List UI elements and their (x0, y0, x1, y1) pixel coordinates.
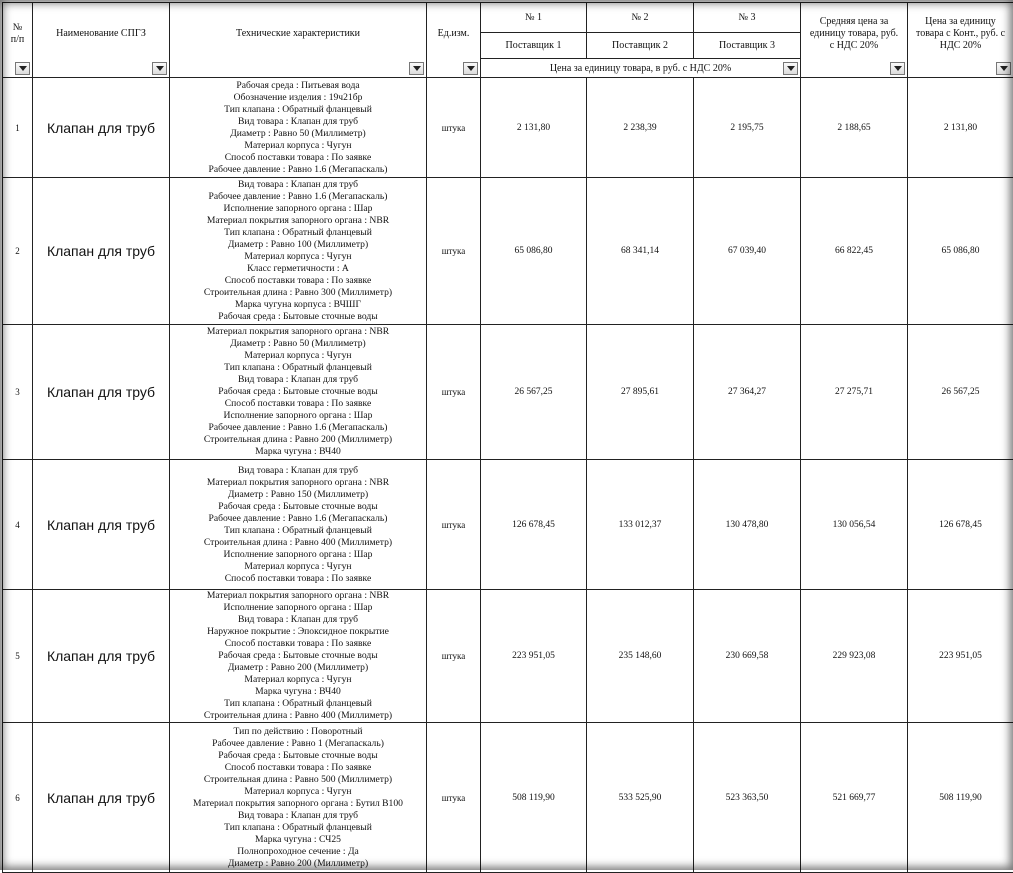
row-name: Клапан для труб (33, 460, 170, 590)
table-row (3, 460, 1013, 590)
spec-line: Тип клапана : Обратный фланцевый (170, 227, 426, 239)
row-name: Клапан для труб (33, 78, 170, 178)
spec-line: Исполнение запорного органа : Шар (170, 549, 426, 561)
spec-line: Материал корпуса : Чугун (170, 674, 426, 686)
spec-line: Тип клапана : Обратный фланцевый (170, 525, 426, 537)
spec-line: Марка чугуна : ВЧ40 (170, 446, 426, 458)
spec-line: Материал корпуса : Чугун (170, 251, 426, 263)
row-num: 1 (3, 78, 33, 178)
spec-line: Материал корпуса : Чугун (170, 561, 426, 573)
spec-line: Тип клапана : Обратный фланцевый (170, 822, 426, 834)
spec-line: Диаметр : Равно 50 (Миллиметр) (170, 128, 426, 140)
row-price-supplier1: 26 567,25 (481, 325, 587, 460)
spec-line: Наружное покрытие : Эпоксидное покрытие (170, 626, 426, 638)
header-unit-label: Ед.изм. (427, 28, 480, 52)
spec-line: Материал покрытия запорного органа : NBR (170, 215, 426, 227)
row-unit: штука (427, 78, 481, 178)
row-price-contract: 26 567,25 (908, 325, 1013, 460)
spec-line: Способ поставки товара : По заявке (170, 152, 426, 164)
row-price-supplier2: 27 895,61 (587, 325, 694, 460)
spec-line: Исполнение запорного органа : Шар (170, 410, 426, 422)
filter-avg-button[interactable] (890, 62, 905, 75)
row-price-supplier3: 2 195,75 (694, 78, 801, 178)
spec-line: Строительная длина : Равно 300 (Миллиметр) (170, 287, 426, 299)
row-price-contract: 223 951,05 (908, 590, 1013, 723)
row-unit: штука (427, 590, 481, 723)
filter-price-button[interactable] (783, 62, 798, 75)
spec-line: Материал покрытия запорного органа : Бутил В100 (170, 798, 426, 810)
dropdown-arrow-icon (19, 66, 27, 71)
spec-line: Рабочее давление : Равно 1 (Мегапаскаль) (170, 738, 426, 750)
row-price-supplier1: 126 678,45 (481, 460, 587, 590)
header-avg-label: Средняя цена за единицу товара, руб. с НДС 20% (801, 16, 907, 64)
table-row (3, 78, 1013, 178)
row-price-supplier1: 2 131,80 (481, 78, 587, 178)
dropdown-arrow-icon (413, 66, 421, 71)
spec-line: Способ поставки товара : По заявке (170, 573, 426, 585)
spec-line: Материал покрытия запорного органа : NBR (170, 326, 426, 338)
dropdown-arrow-icon (467, 66, 475, 71)
row-price-supplier2: 2 238,39 (587, 78, 694, 178)
row-price-supplier1: 223 951,05 (481, 590, 587, 723)
header-num-label: № п/п (3, 22, 32, 58)
spec-line: Материал корпуса : Чугун (170, 786, 426, 798)
spec-line: Исполнение запорного органа : Шар (170, 203, 426, 215)
row-price-supplier2: 133 012,37 (587, 460, 694, 590)
header-unit (427, 3, 481, 78)
row-price-supplier3: 130 478,80 (694, 460, 801, 590)
spec-line: Рабочее давление : Равно 1.6 (Мегапаскаль) (170, 513, 426, 525)
row-price-contract: 65 086,80 (908, 178, 1013, 325)
header-avg (801, 3, 908, 78)
header-supplier3-name: Поставщик 3 (694, 33, 801, 59)
row-price-supplier3: 230 669,58 (694, 590, 801, 723)
filter-unit-button[interactable] (463, 62, 478, 75)
row-name: Клапан для труб (33, 723, 170, 873)
row-price-supplier3: 27 364,27 (694, 325, 801, 460)
header-price-label-text: Цена за единицу товара, в руб. с НДС 20% (550, 63, 731, 74)
header-specs (170, 3, 427, 78)
row-name: Клапан для труб (33, 590, 170, 723)
spec-line: Вид товара : Клапан для труб (170, 179, 426, 191)
spec-line: Исполнение запорного органа : Шар (170, 602, 426, 614)
row-specs (170, 723, 427, 873)
spec-line: Тип по действию : Поворотный (170, 726, 426, 738)
header-supplier1-name: Поставщик 1 (481, 33, 587, 59)
spec-line: Вид товара : Клапан для труб (170, 116, 426, 128)
header-name (33, 3, 170, 78)
header-num (3, 3, 33, 78)
spec-line: Вид товара : Клапан для труб (170, 465, 426, 477)
row-name: Клапан для труб (33, 325, 170, 460)
row-price-contract: 2 131,80 (908, 78, 1013, 178)
table-row (3, 590, 1013, 723)
spec-line: Вид товара : Клапан для труб (170, 374, 426, 386)
row-price-supplier2: 235 148,60 (587, 590, 694, 723)
dropdown-arrow-icon (787, 66, 795, 71)
spec-line: Материал корпуса : Чугун (170, 350, 426, 362)
row-price-avg: 27 275,71 (801, 325, 908, 460)
header-name-label: Наименование СПГЗ (33, 28, 169, 52)
row-price-avg: 130 056,54 (801, 460, 908, 590)
spec-line: Рабочая среда : Бытовые сточные воды (170, 386, 426, 398)
spec-line: Тип клапана : Обратный фланцевый (170, 362, 426, 374)
dropdown-arrow-icon (156, 66, 164, 71)
spec-line: Диаметр : Равно 150 (Миллиметр) (170, 489, 426, 501)
spec-line: Марка чугуна : СЧ25 (170, 834, 426, 846)
spec-line: Вид товара : Клапан для труб (170, 614, 426, 626)
row-price-supplier1: 508 119,90 (481, 723, 587, 873)
row-unit: штука (427, 178, 481, 325)
spec-line: Тип клапана : Обратный фланцевый (170, 104, 426, 116)
row-name: Клапан для труб (33, 178, 170, 325)
row-price-contract: 508 119,90 (908, 723, 1013, 873)
spec-line: Способ поставки товара : По заявке (170, 398, 426, 410)
spec-line: Материал покрытия запорного органа : NBR (170, 477, 426, 489)
spec-line: Способ поставки товара : По заявке (170, 638, 426, 650)
spec-line: Материал покрытия запорного органа : NBR (170, 590, 426, 602)
header-supplier1-no: № 1 (481, 3, 587, 33)
row-specs (170, 78, 427, 178)
spec-line: Строительная длина : Равно 200 (Миллиметр) (170, 434, 426, 446)
row-price-avg: 521 669,77 (801, 723, 908, 873)
spec-line: Способ поставки товара : По заявке (170, 275, 426, 287)
spec-line: Рабочее давление : Равно 1.6 (Мегапаскаль) (170, 422, 426, 434)
row-price-supplier1: 65 086,80 (481, 178, 587, 325)
spec-line: Марка чугуна корпуса : ВЧШГ (170, 299, 426, 311)
row-price-avg: 2 188,65 (801, 78, 908, 178)
row-num: 5 (3, 590, 33, 723)
spec-line: Обозначение изделия : 19ч21бр (170, 92, 426, 104)
spec-line: Строительная длина : Равно 400 (Миллиметр) (170, 710, 426, 722)
spec-line: Класс герметичности : А (170, 263, 426, 275)
spec-line: Материал корпуса : Чугун (170, 140, 426, 152)
table-row (3, 325, 1013, 460)
row-price-supplier3: 523 363,50 (694, 723, 801, 873)
row-specs (170, 178, 427, 325)
spec-line: Строительная длина : Равно 500 (Миллиметр) (170, 774, 426, 786)
row-num: 4 (3, 460, 33, 590)
spec-line: Марка чугуна : ВЧ40 (170, 686, 426, 698)
dropdown-arrow-icon (894, 66, 902, 71)
row-specs (170, 325, 427, 460)
spec-line: Диаметр : Равно 200 (Миллиметр) (170, 858, 426, 870)
header-contract-label: Цена за единицу товара с Конт., руб. с НДС 20% (908, 16, 1013, 64)
header-specs-label: Технические характеристики (170, 28, 426, 52)
spec-line: Способ поставки товара : По заявке (170, 762, 426, 774)
row-num: 2 (3, 178, 33, 325)
row-num: 3 (3, 325, 33, 460)
row-unit: штука (427, 723, 481, 873)
row-price-supplier2: 533 525,90 (587, 723, 694, 873)
row-specs (170, 460, 427, 590)
row-unit: штука (427, 325, 481, 460)
row-num: 6 (3, 723, 33, 873)
header-supplier2-name: Поставщик 2 (587, 33, 694, 59)
row-price-supplier2: 68 341,14 (587, 178, 694, 325)
filter-specs-button[interactable] (409, 62, 424, 75)
table-row (3, 723, 1013, 873)
spec-line: Рабочая среда : Бытовые сточные воды (170, 650, 426, 662)
spec-line: Тип клапана : Обратный фланцевый (170, 698, 426, 710)
spec-line: Рабочее давление : Равно 1.6 (Мегапаскаль) (170, 191, 426, 203)
spec-line: Строительная длина : Равно 400 (Миллиметр) (170, 537, 426, 549)
filter-num-button[interactable] (15, 62, 30, 75)
spec-line: Диаметр : Равно 100 (Миллиметр) (170, 239, 426, 251)
spec-line: Рабочая среда : Питьевая вода (170, 80, 426, 92)
row-unit: штука (427, 460, 481, 590)
table-row (3, 178, 1013, 325)
row-specs (170, 590, 427, 723)
row-price-avg: 66 822,45 (801, 178, 908, 325)
spec-line: Рабочая среда : Бытовые сточные воды (170, 311, 426, 323)
header-supplier3-no: № 3 (694, 3, 801, 33)
filter-contract-button[interactable] (996, 62, 1011, 75)
header-contract (908, 3, 1013, 78)
spec-line: Рабочее давление : Равно 1.6 (Мегапаскаль) (170, 164, 426, 176)
spec-line: Рабочая среда : Бытовые сточные воды (170, 501, 426, 513)
header-price-label (481, 59, 801, 78)
spec-line: Вид товара : Клапан для труб (170, 810, 426, 822)
row-price-avg: 229 923,08 (801, 590, 908, 723)
filter-name-button[interactable] (152, 62, 167, 75)
row-price-contract: 126 678,45 (908, 460, 1013, 590)
dropdown-arrow-icon (1000, 66, 1008, 71)
row-price-supplier3: 67 039,40 (694, 178, 801, 325)
spec-line: Диаметр : Равно 50 (Миллиметр) (170, 338, 426, 350)
header-supplier2-no: № 2 (587, 3, 694, 33)
spec-line: Рабочая среда : Бытовые сточные воды (170, 750, 426, 762)
spec-line: Диаметр : Равно 200 (Миллиметр) (170, 662, 426, 674)
price-comparison-table (2, 2, 1013, 873)
spec-line: Полнопроходное сечение : Да (170, 846, 426, 858)
